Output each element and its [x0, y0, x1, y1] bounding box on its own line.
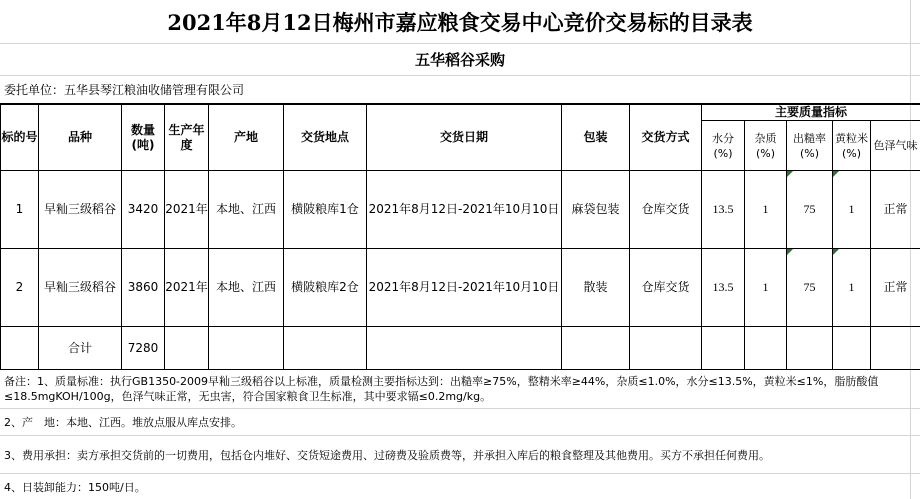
empty-cell	[209, 327, 284, 370]
cell-packing: 散装	[562, 249, 630, 327]
page-subtitle: 五华稻谷采购	[0, 44, 920, 76]
header-milling-label: 出糙率	[793, 131, 826, 145]
header-impurity	[745, 121, 787, 171]
note-cost: 3、费用承担：卖方承担交货前的一切费用，包括仓内堆好、交货短途费用、过磅费及验质费等，并承担入库后的粮食整理及其他费用。买方不承担任何费用。	[0, 436, 920, 474]
cell-impurity: 1	[745, 171, 787, 249]
table-row	[1, 171, 920, 249]
header-packing: 包装	[562, 105, 630, 171]
total-label: 合计	[39, 327, 122, 370]
header-moisture	[702, 121, 745, 171]
empty-cell	[787, 327, 833, 370]
cell-milling: 75	[787, 249, 833, 327]
header-location: 交货地点	[284, 105, 367, 171]
header-moisture-unit: (%)	[713, 146, 733, 160]
table-row	[1, 249, 920, 327]
empty-cell	[367, 327, 562, 370]
cell-method: 仓库交货	[630, 249, 702, 327]
empty-cell	[871, 327, 920, 370]
header-impurity-label: 杂质	[754, 131, 777, 145]
note-capacity: 4、日装卸能力：150吨/日。	[4, 480, 146, 494]
cell-milling: 75	[787, 171, 833, 249]
cell-moisture: 13.5	[702, 171, 745, 249]
cell-origin: 本地、江西	[209, 171, 284, 249]
header-color: 色泽气味	[871, 121, 920, 171]
header-quality-group: 主要质量指标	[702, 105, 920, 121]
header-milling	[787, 121, 833, 171]
empty-cell	[702, 327, 745, 370]
cell-lot-no: 1	[1, 171, 39, 249]
note-origin: 2、产 地：本地、江西。堆放点服从库点安排。	[0, 409, 920, 436]
catalog-table	[0, 104, 920, 370]
empty-cell	[745, 327, 787, 370]
cell-moisture: 13.5	[702, 249, 745, 327]
total-empty-cell	[1, 327, 39, 370]
page-title: 2021年8月12日梅州市嘉应粮食交易中心竞价交易标的目录表	[0, 0, 920, 44]
cell-variety: 早籼三级稻谷	[39, 249, 122, 327]
header-variety: 品种	[39, 105, 122, 171]
cell-year: 2021年	[165, 249, 209, 327]
empty-cell	[833, 327, 871, 370]
cell-variety: 早籼三级稻谷	[39, 171, 122, 249]
header-impurity-unit: (%)	[755, 146, 776, 160]
cell-quantity: 3860	[122, 249, 165, 327]
cell-date: 2021年8月12日-2021年10月10日	[367, 171, 562, 249]
cell-date: 2021年8月12日-2021年10月10日	[367, 249, 562, 327]
header-yellow-unit: (%)	[841, 146, 862, 160]
header-method: 交货方式	[630, 105, 702, 171]
empty-cell	[630, 327, 702, 370]
note-quality-standard: 备注：1、质量标准：执行GB1350-2009早籼三级稻谷以上标准，质量检测主要指标达到：出糙率≥75%，整精米率≥44%，杂质≤1.0%，水分≤13.5%，黄粒米≤1%，脂肪酸值≤18.5mgKOH/100g，色泽气味正常，无虫害，符合国家粮食卫生标准，其中要求镉≤0.2mg/kg。	[0, 369, 920, 409]
empty-cell	[284, 327, 367, 370]
cell-yellow: 1	[833, 249, 871, 327]
total-row	[1, 327, 920, 370]
header-lot-no: 标的号	[1, 105, 39, 171]
cell-impurity: 1	[745, 249, 787, 327]
cell-quantity: 3420	[122, 171, 165, 249]
cell-lot-no: 2	[1, 249, 39, 327]
header-moisture-label: 水分	[712, 131, 734, 145]
cell-color: 正常	[871, 249, 920, 327]
cell-location: 横陂粮库2仓	[284, 249, 367, 327]
cell-packing: 麻袋包装	[562, 171, 630, 249]
header-origin: 产地	[209, 105, 284, 171]
header-date: 交货日期	[367, 105, 562, 171]
cell-location: 横陂粮库1仓	[284, 171, 367, 249]
header-quantity: 数量(吨)	[122, 105, 165, 171]
cell-yellow: 1	[833, 171, 871, 249]
entrusting-unit: 委托单位：五华县琴江粮油收储管理有限公司	[0, 76, 920, 104]
header-milling-unit: (%)	[799, 146, 820, 160]
cell-color: 正常	[871, 171, 920, 249]
header-yellow	[833, 121, 871, 171]
cell-year: 2021年	[165, 171, 209, 249]
empty-cell	[562, 327, 630, 370]
cell-origin: 本地、江西	[209, 249, 284, 327]
cell-method: 仓库交货	[630, 171, 702, 249]
header-yellow-label: 黄粒米	[835, 131, 868, 145]
total-quantity: 7280	[122, 327, 165, 370]
header-year: 生产年度	[165, 105, 209, 171]
empty-cell	[165, 327, 209, 370]
